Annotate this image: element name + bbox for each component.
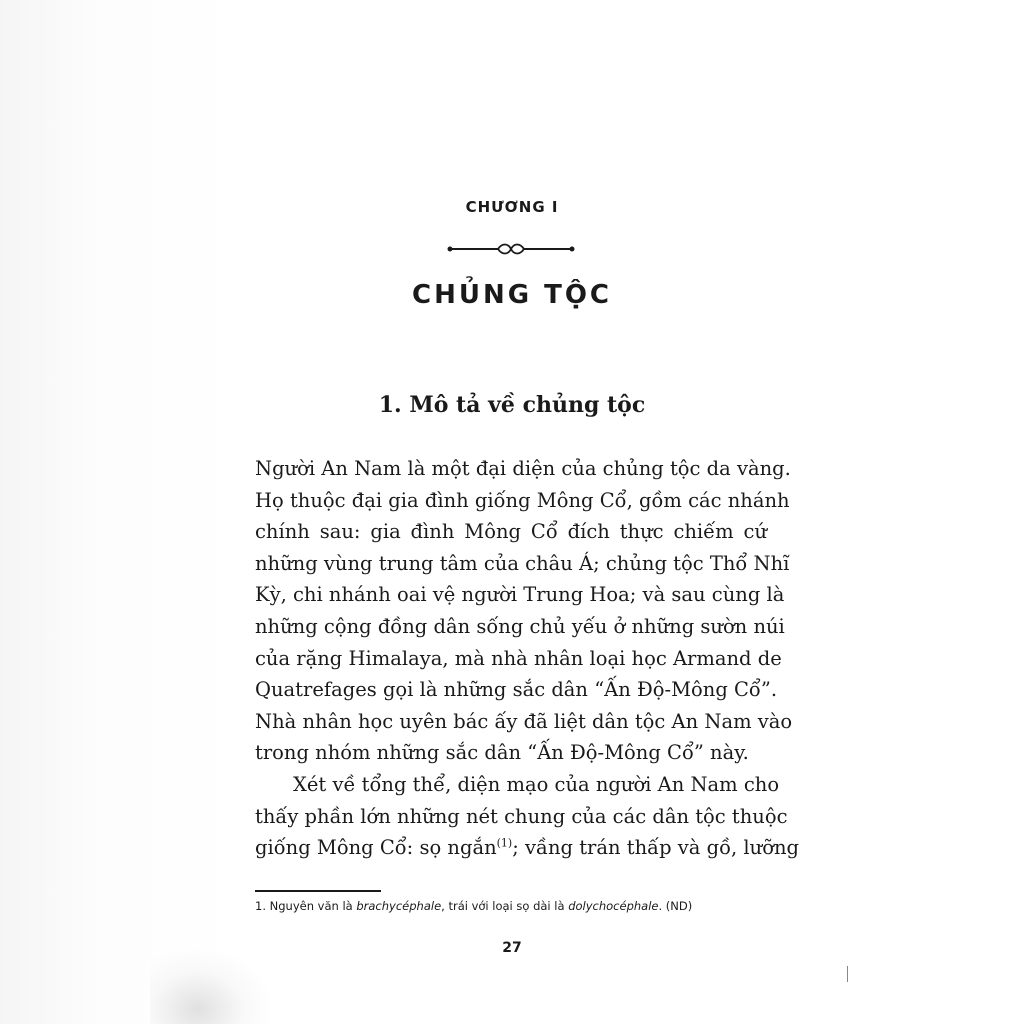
body-line: Xét về tổng thể, diện mạo của người An Nam cho (293, 772, 780, 796)
body-line: thấy phần lớn những nét chung của các dân tộc thuộc (255, 804, 788, 828)
footnote (255, 899, 775, 913)
body-line-part: giống Mông Cổ: sọ ngắn (255, 836, 497, 860)
ornament-divider-icon (446, 240, 576, 258)
section-title: 1. Mô tả về chủng tộc (378, 392, 646, 418)
body-line: Người An Nam là một đại diện của chủng tộc da vàng. (255, 457, 791, 480)
page-corner-shadow (150, 950, 270, 1024)
body-line: trong nhóm những sắc dân “Ấn Độ-Mông Cổ” này. (255, 741, 749, 765)
footnote-term: brachycéphale (356, 899, 442, 913)
footnote-middle: , trái với loại sọ dài là (441, 899, 569, 913)
footnote-term: dolychocéphale (568, 899, 659, 913)
page-shadow (0, 0, 240, 1024)
body-line: những vùng trung tâm của châu Á; chủng tộc Thổ Nhĩ (255, 551, 790, 575)
chapter-label: CHƯƠNG I (465, 198, 559, 216)
body-line-with-note (255, 832, 800, 864)
page-number: 27 (502, 940, 522, 956)
body-line: chính sau: gia đình Mông Cổ đích thực chiếm cứ (255, 520, 767, 544)
body-text (255, 453, 800, 864)
body-line: Nhà nhân học uyên bác ấy đã liệt dân tộc An Nam vào (255, 709, 793, 733)
body-line: Quatrefages gọi là những sắc dân “Ấn Độ-Mông Cổ”. (255, 678, 778, 702)
edge-mark (847, 966, 848, 982)
body-line: của rặng Himalaya, mà nhà nhân loại học Armand de (255, 646, 782, 670)
footnote-divider (255, 890, 381, 892)
footnote-suffix: . (ND) (658, 899, 693, 913)
chapter-title: CHỦNG TỘC (411, 280, 613, 310)
footnote-prefix: 1. Nguyên văn là (255, 899, 357, 913)
body-line: Họ thuộc đại gia đình giống Mông Cổ, gồm các nhánh (255, 488, 790, 512)
body-line: Kỳ, chi nhánh oai vệ người Trung Hoa; và sau cùng là (255, 583, 785, 607)
footnote-reference[interactable]: (1) (496, 836, 513, 850)
body-line-part: ; vầng trán thấp và gồ, lưỡng (512, 836, 800, 860)
body-line: những cộng đồng dân sống chủ yếu ở những sườn núi (255, 614, 785, 638)
